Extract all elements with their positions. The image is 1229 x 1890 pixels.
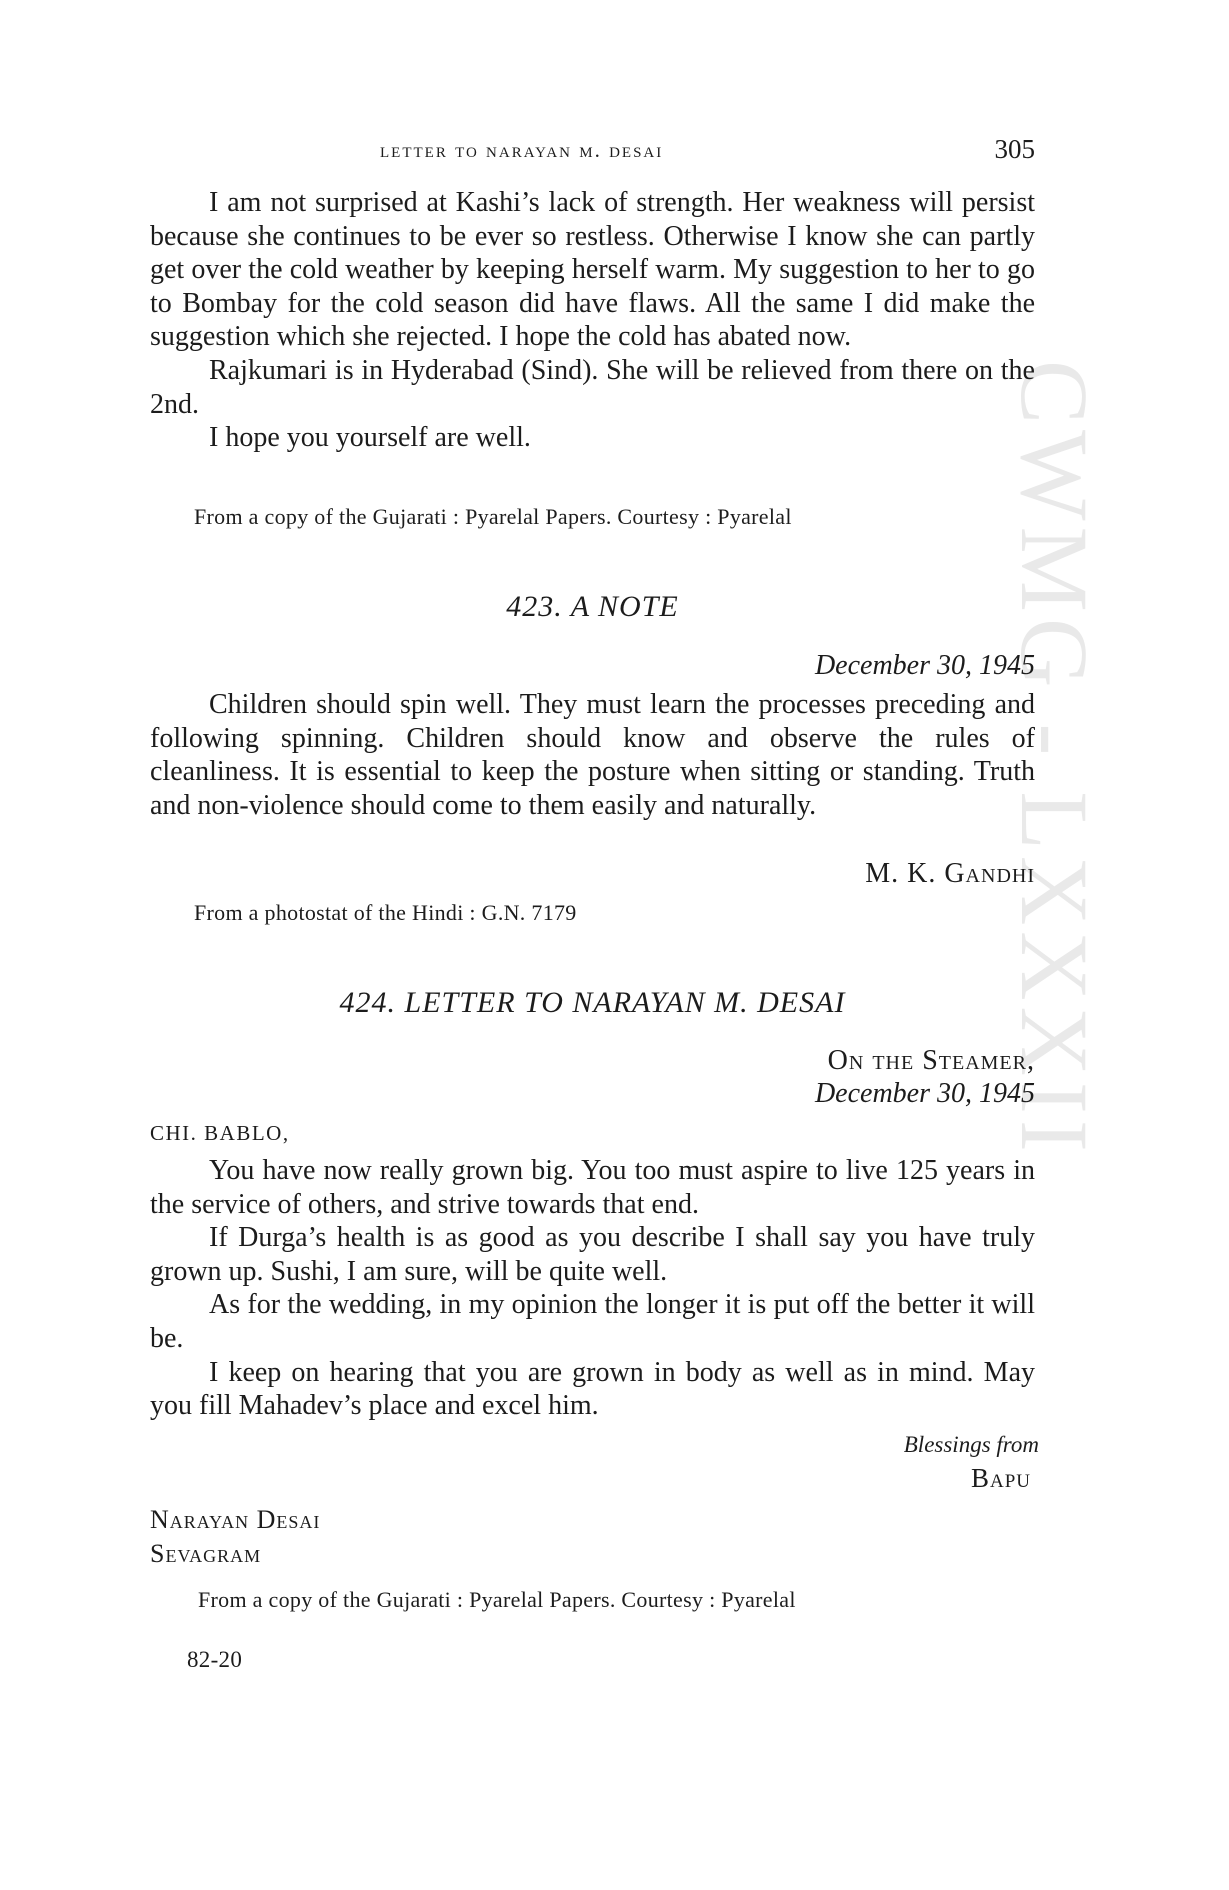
page-number: 305: [994, 134, 1035, 164]
addressee-place: Sevagram: [150, 1539, 262, 1568]
addressee-name: Narayan Desai: [150, 1505, 321, 1534]
source-note: From a copy of the Gujarati : Pyarelal Papers. Courtesy : Pyarelal: [198, 1587, 796, 1612]
prev-letter-body: [150, 186, 1035, 455]
running-title: letter to narayan m. desai: [380, 138, 664, 162]
closing: Blessings from: [903, 1432, 1039, 1457]
running-head: [150, 134, 1035, 174]
paragraph: Children should spin well. They must learn the processes preceding and following spinning. Children should know and observe the rules of cleanliness. It is essential to keep the posture when sitting or standing. Truth and non-violence should come to them easily and naturally.: [150, 689, 1035, 821]
paragraph: As for the wedding, in my opinion the longer it is put off the better it will be.: [150, 1289, 1035, 1354]
letter-date: December 30, 1945: [814, 1078, 1035, 1109]
salutation: CHI. BABLO,: [150, 1121, 290, 1145]
paragraph: I keep on hearing that you are grown in body as well as in mind. May you fill Mahadev’s place and excel him.: [150, 1356, 1035, 1422]
signature-mark: 82-20: [187, 1647, 243, 1672]
paragraph: You have now really grown big. You too must aspire to live 125 years in the service of others, and strive towards that end.: [150, 1155, 1035, 1220]
section-heading: 424. LETTER TO NARAYAN M. DESAI: [339, 986, 846, 1019]
paragraph: I am not surprised at Kashi’s lack of strength. Her weakness will persist because she continues to be ever so restless. Otherwise I know she can partly get over the cold weather by keeping herself warm. My suggestion to her to go to Bombay for the cold season did have flaws. All the same I did make the suggestion which she rejected. I hope the cold has abated now.: [150, 187, 1035, 353]
source-note: From a photostat of the Hindi : G.N. 7179: [194, 900, 577, 925]
section-heading: 423. A NOTE: [506, 590, 679, 623]
source-note: From a copy of the Gujarati : Pyarelal Papers. Courtesy : Pyarelal: [194, 504, 792, 529]
paragraph: If Durga’s health is as good as you describe I shall say you have truly grown up. Sushi, I am sure, will be quite well.: [150, 1222, 1035, 1287]
paragraph: I hope you yourself are well.: [209, 422, 531, 454]
letter-signature: Bapu: [970, 1463, 1031, 1493]
watermark-text: CWMG - LXXXII: [1001, 360, 1108, 1158]
note-date: December 30, 1945: [814, 650, 1035, 681]
note-signature: M. K. Gandhi: [865, 858, 1035, 889]
paragraph: Rajkumari is in Hyderabad (Sind). She will be relieved from there on the 2nd.: [150, 354, 1035, 420]
letter-body: [150, 1154, 1035, 1423]
note-body: [150, 688, 1035, 822]
letter-place: On the Steamer,: [827, 1045, 1035, 1076]
